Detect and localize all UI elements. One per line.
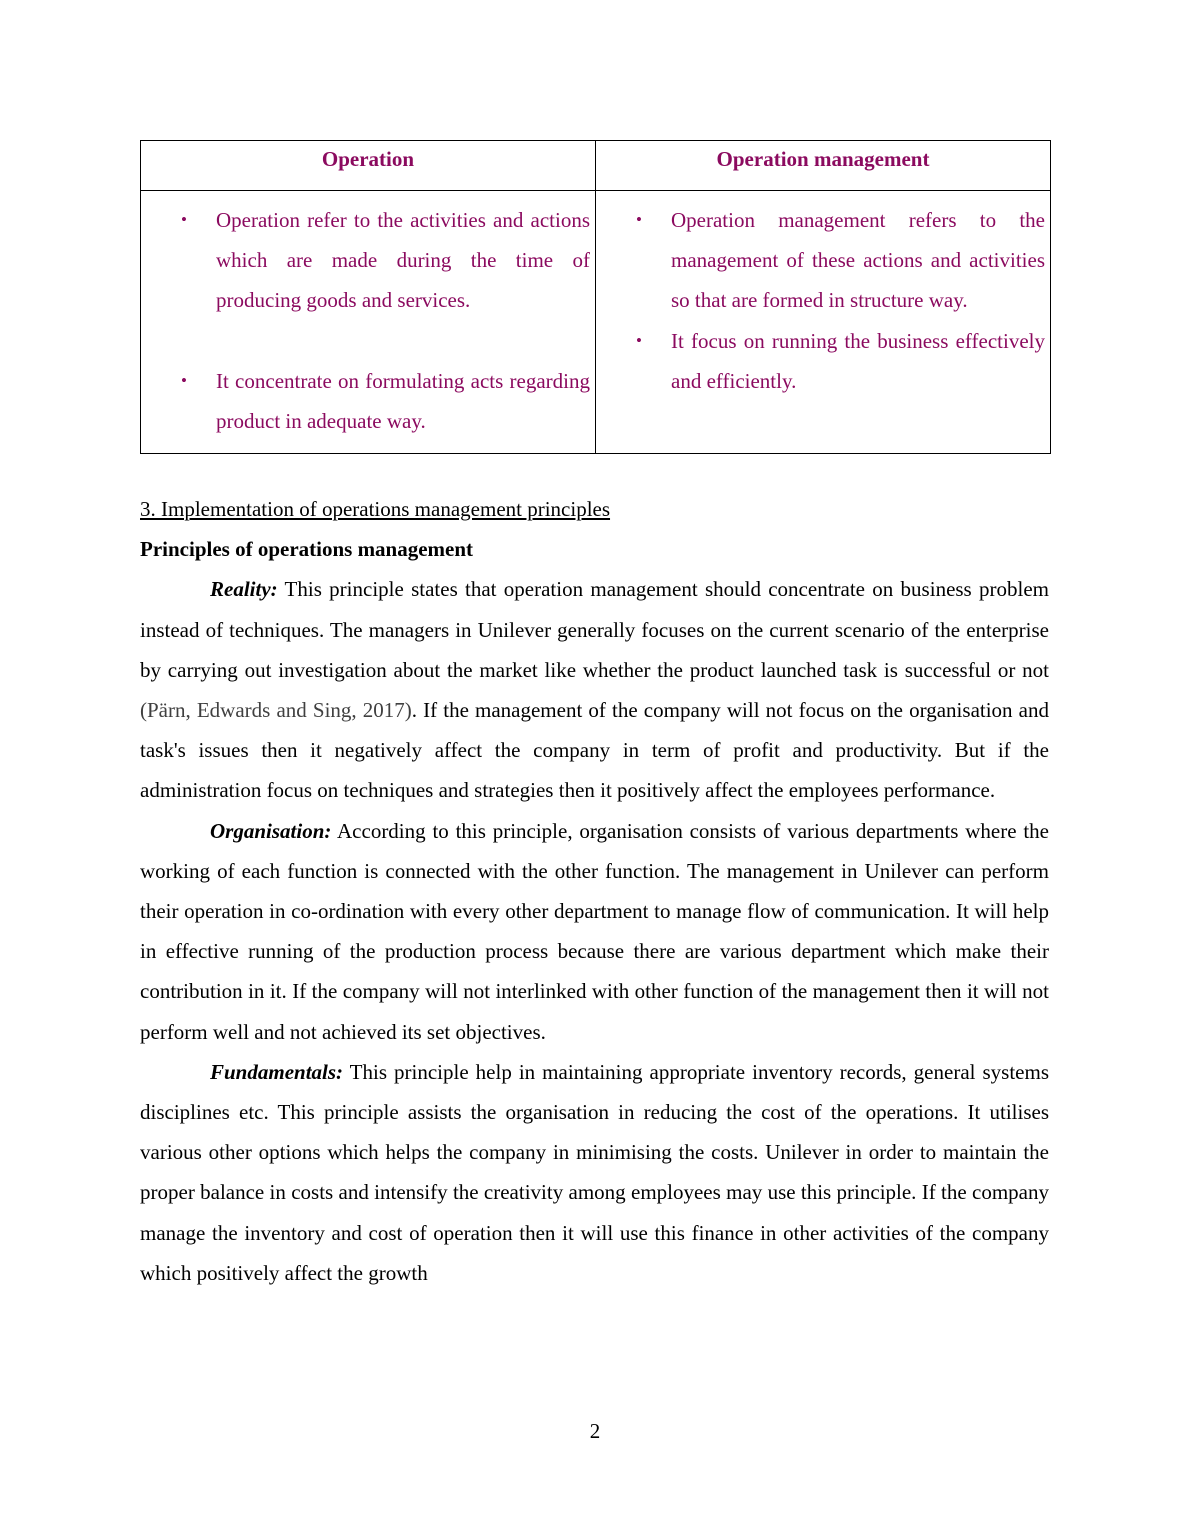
paragraph-reality (140, 569, 1049, 810)
sub-heading: Principles of operations management (140, 537, 474, 562)
paragraph-fundamentals (140, 1052, 1049, 1293)
list-item (596, 321, 1045, 401)
paragraph-text: This principle help in maintaining appropriate inventory records, general systems disciplines etc. This principle assists the organisation in reducing the cost of the operations. It utilises various other options which helps the company in minimising the costs. Unilever in order to maintain the proper balance in costs and intensify the creativity among employees may use this principle. If the company manage the inventory and cost of operation then it will use this finance in other activities of the company which positively affect the growth (140, 1059, 1049, 1285)
operation-bullet-list (141, 200, 590, 441)
principle-term: Organisation: (210, 818, 332, 843)
table-header-row (141, 141, 1051, 191)
principle-term: Reality: (210, 577, 278, 602)
paragraph-text: According to this principle, organisation consists of various departments where the working of each function is connected with the other function. The management in Unilever can perform their operation in co-ordination with every other department to manage flow of communication. It will help in effective running of the production process because there are various department which make their contribution in it. If the company will not interlinked with other function of the management then it will not perform well and not achieved its set objectives. (140, 818, 1049, 1044)
main-content (140, 489, 1049, 1293)
paragraph-text: This principle states that operation management should concentrate on business problem instead of techniques. The managers in Unilever generally focuses on the current scenario of the enterprise by carrying out investigation about the market like whether the product launched task is successful or not (140, 577, 1049, 682)
list-item-text: Operation management refers to the management of these actions and activities so that are formed in structure way. (671, 208, 1045, 313)
table-header-operation: Operation (141, 141, 596, 191)
page-number: 2 (589, 1419, 601, 1443)
paragraph-organisation (140, 811, 1049, 1052)
list-item-text: Operation refer to the activities and actions which are made during the time of producing goods and services. (216, 208, 590, 313)
table-cell-operation-management (596, 191, 1051, 454)
operation-management-bullet-list (596, 200, 1045, 401)
section-heading: 3. Implementation of operations management principles (140, 497, 611, 521)
bullet-icon: • (636, 210, 642, 229)
table-header-operation-management: Operation management (596, 141, 1051, 191)
comparison-table (140, 140, 1051, 454)
list-item (596, 200, 1045, 321)
citation: (Pärn, Edwards and Sing, 2017) (140, 698, 412, 723)
table-cell-operation (141, 191, 596, 454)
list-item (141, 361, 590, 441)
list-item-text: It focus on running the business effectively and efficiently. (671, 328, 1045, 393)
principle-term: Fundamentals: (210, 1059, 344, 1084)
bullet-icon: • (636, 330, 642, 350)
paragraph-text: . If the management of the company will not focus on the organisation and task's issues then it negatively affect the company in term of profit and productivity. But if the administration focus on techniques and strategies then it positively affect the employees performance. (140, 698, 1049, 803)
bullet-icon: • (181, 210, 187, 229)
list-item-text: It concentrate on formulating acts regarding product in adequate way. (216, 368, 590, 433)
bullet-icon: • (181, 370, 187, 390)
list-item (141, 200, 590, 321)
table-body-row (141, 191, 1051, 454)
